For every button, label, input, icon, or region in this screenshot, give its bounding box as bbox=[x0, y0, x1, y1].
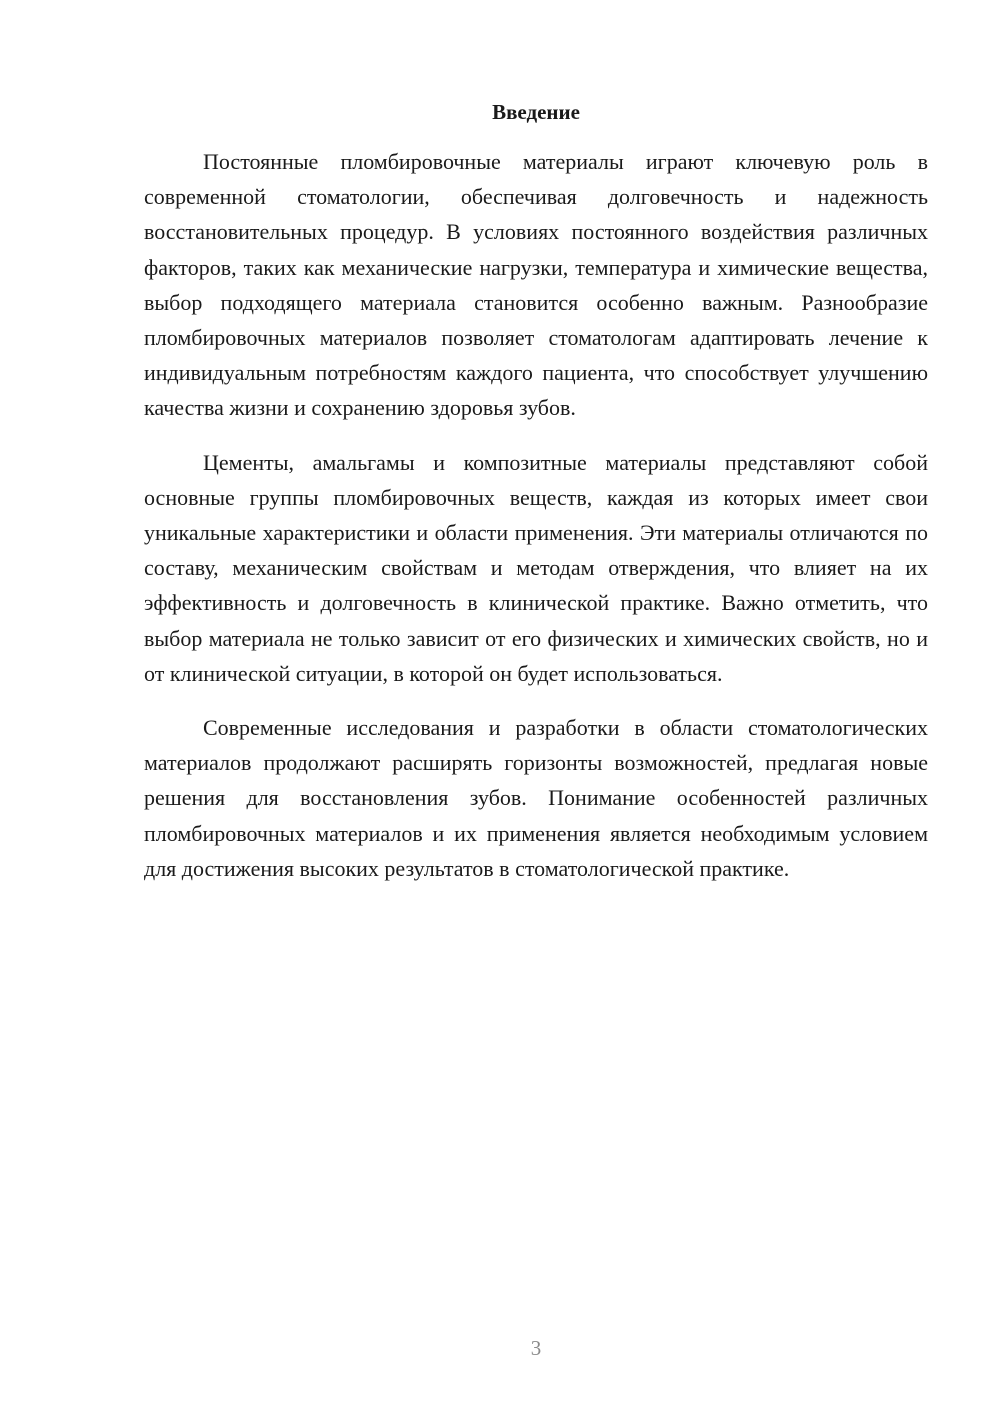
paragraph-modern-research: Современные исследования и разработки в области стоматологических материалов продолжают расширять горизонты возможностей, предлагая новые решения для восстановления зубов. Понимание особенностей различных пломбировочных материалов и их применения является необходимым условием для достижения высоких результатов в стоматологической практике. bbox=[144, 715, 928, 881]
page-number: 3 bbox=[530, 1336, 542, 1360]
paragraph-material-groups: Цементы, амальгамы и композитные материалы представляют собой основные группы пломбировочных веществ, каждая из которых имеет свои уникальные характеристики и области применения. Эти материалы отличаются по составу, механическим свойствам и методам отверждения, что влияет на их эффективность и долговечность в клинической практике. Важно отметить, что выбор материала не только зависит от его физических и химических свойств, но и от клинической ситуации, в которой он будет использоваться. bbox=[144, 449, 928, 686]
document-body bbox=[144, 144, 928, 905]
paragraph-intro: Постоянные пломбировочные материалы играют ключевую роль в современной стоматологии, обеспечивая долговечность и надежность восстановительных процедур. В условиях постоянного воздействия различных факторов, таких как механические нагрузки, температура и химические вещества, выбор подходящего материала становится особенно важным. Разнообразие пломбировочных материалов позволяет стоматологам адаптировать лечение к индивидуальным потребностям каждого пациента, что способствует улучшению качества жизни и сохранению здоровья зубов. bbox=[144, 149, 928, 421]
page-title: Введение bbox=[492, 100, 580, 124]
